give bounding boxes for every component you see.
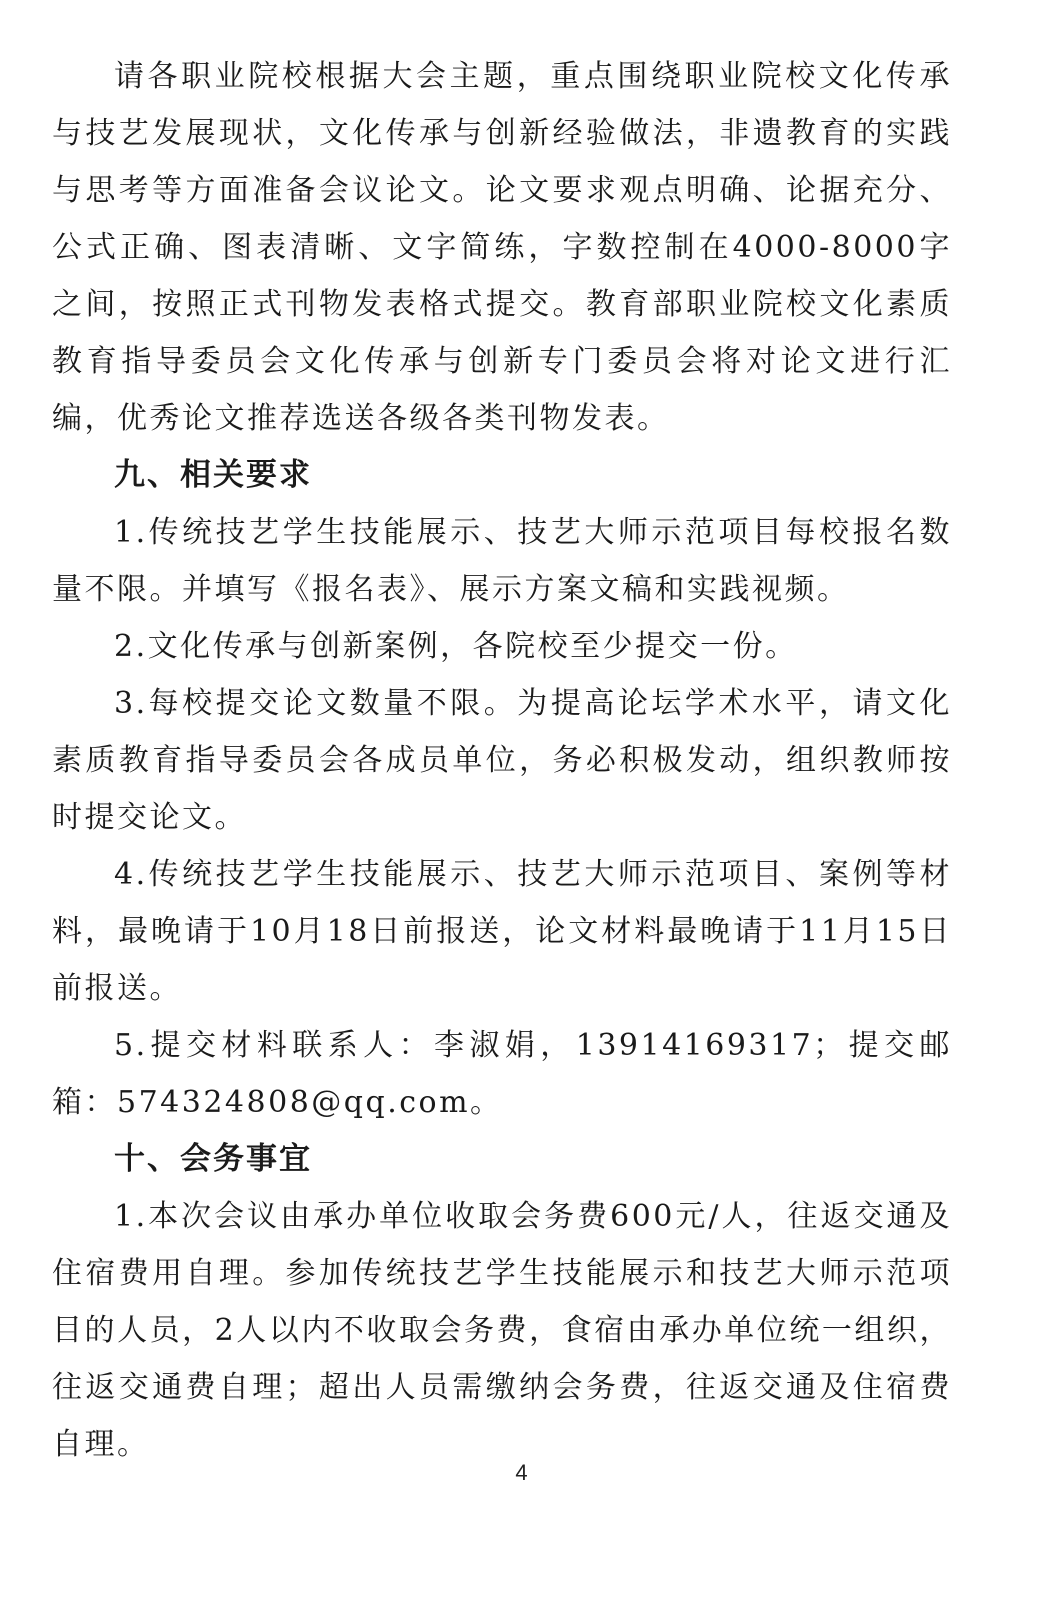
page-number: 4 xyxy=(515,1460,528,1485)
intro-paragraph: 请各职业院校根据大会主题，重点围绕职业院校文化传承与技艺发展现状，文化传承与创新经验做法，非遗教育的实践与思考等方面准备会议论文。论文要求观点明确、论据充分、公式正确、图表清晰、文字简练，字数控制在4000-8000字之间，按照正式刊物发表格式提交。教育部职业院校文化素质教育指导委员会文化传承与创新专门委员会将对论文进行汇编，优秀论文推荐选送各级各类刊物发表。 xyxy=(52,59,952,436)
conference-affairs-item-1: 1.本次会议由承办单位收取会务费600元/人，往返交通及住宿费用自理。参加传统技艺学生技能展示和技艺大师示范项目的人员，2人以内不收取会务费，食宿由承办单位统一组织，往返交通费自理；超出人员需缴纳会务费，往返交通及住宿费自理。 xyxy=(52,1199,952,1462)
document-page xyxy=(52,48,952,1473)
section-heading-conference-affairs: 十、会务事宜 xyxy=(114,1141,312,1177)
requirement-item-1: 1.传统技艺学生技能展示、技艺大师示范项目每校报名数量不限。并填写《报名表》、展示方案文稿和实践视频。 xyxy=(52,515,952,607)
requirement-item-3: 3.每校提交论文数量不限。为提高论坛学术水平，请文化素质教育指导委员会各成员单位，务必积极发动，组织教师按时提交论文。 xyxy=(52,686,952,835)
requirement-item-4: 4.传统技艺学生技能展示、技艺大师示范项目、案例等材料，最晚请于10月18日前报送，论文材料最晚请于11月15日前报送。 xyxy=(52,857,952,1006)
requirement-item-2: 2.文化传承与创新案例，各院校至少提交一份。 xyxy=(114,629,798,664)
section-heading-requirements: 九、相关要求 xyxy=(114,457,312,493)
requirement-item-5: 5.提交材料联系人：李淑娟，13914169317；提交邮箱：574324808@qq.com。 xyxy=(52,1028,952,1120)
